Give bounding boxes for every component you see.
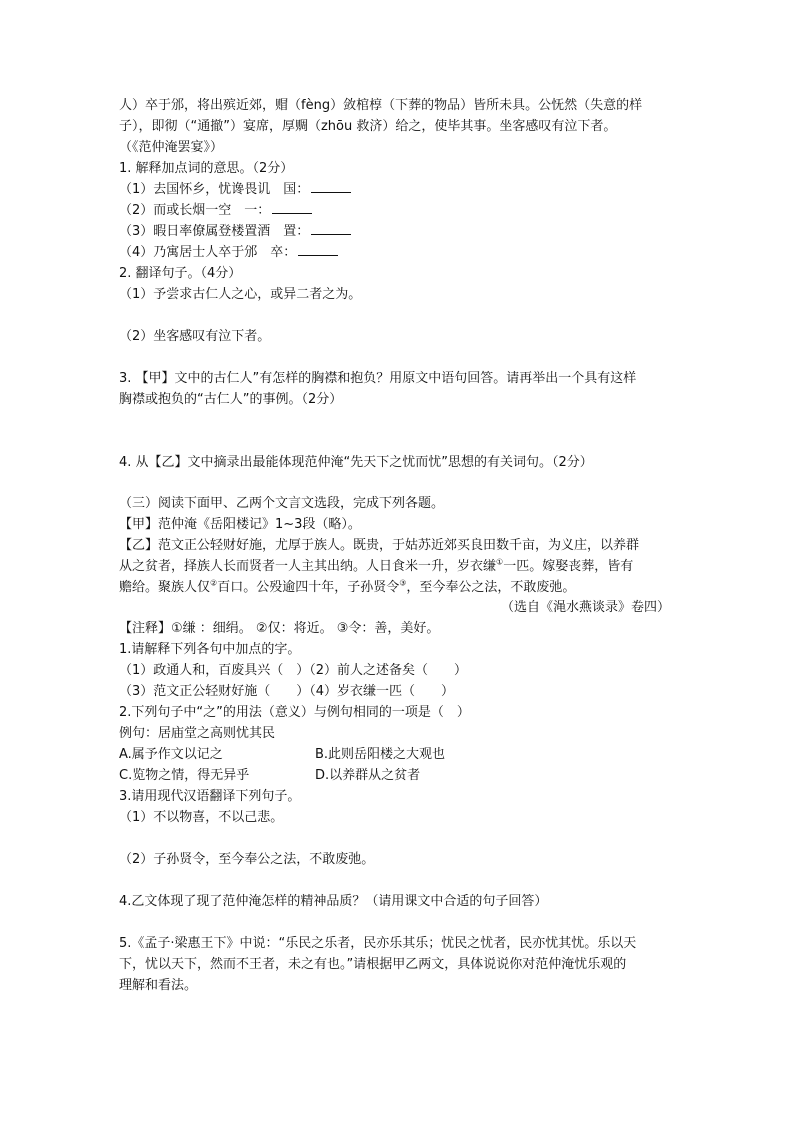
- question-title: 1.请解释下列各句中加点的字。: [119, 642, 301, 657]
- option-b[interactable]: B.此则岳阳楼之大观也: [315, 747, 446, 762]
- footnote-mark: ③: [399, 578, 407, 588]
- question-title: 2.下列句子中“之”的用法（意义）与例句相同的一项是（ ）: [119, 705, 470, 720]
- footnote-mark: ②: [210, 578, 218, 588]
- question-line: 胸襟或抱负的“古仁人”的事例。（2分）: [119, 392, 343, 407]
- option-c[interactable]: C.览物之情，得无异乎: [119, 768, 250, 783]
- option-d[interactable]: D.以养群从之贫者: [315, 768, 421, 783]
- question-title: 3.请用现代汉语翻译下列句子。: [119, 789, 301, 804]
- translation-sentence: （1）不以物喜，不以己悲。: [119, 810, 284, 825]
- translation-sentence: （2）坐客感叹有泣下者。: [119, 329, 271, 344]
- translation-sentence: （1）予尝求古仁人之心，或异二者之为。: [119, 287, 362, 302]
- text-source: （选自《渑水燕谈录》卷四）: [500, 600, 670, 615]
- answer-blank[interactable]: [311, 222, 351, 235]
- question-title: 2. 翻译句子。（4分）: [119, 266, 242, 281]
- question-line: 理解和看法。: [119, 978, 198, 993]
- translation-sentence: （2）子孙贤令，至今奉公之法，不敢废弛。: [119, 852, 375, 867]
- question-line: 5.《孟子·梁惠王下》中说：“乐民之乐者，民亦乐其乐；忧民之忧者，民亦忧其忧。乐以天: [119, 936, 637, 951]
- answer-blank[interactable]: [298, 243, 338, 256]
- question-line: 3. 【甲】文中的古仁人”有怎样的胸襟和抱负？用原文中语句回答。请再举出一个具有这样: [119, 371, 637, 386]
- question-item: （1）去国怀乡，忧谗畏讥 国：: [119, 180, 351, 200]
- text-yi-line: 赡给。聚族人仅②百口。公殁逾四十年，子孙贤令③，至今奉公之法，不敢废弛。: [119, 578, 576, 595]
- annotation-notes: 【注释】①缣 ：细绢。 ②仅：将近。 ③令：善，美好。: [119, 621, 440, 636]
- question-item: （2）而或长烟一空 一：: [119, 201, 312, 221]
- question-item: （3）范文正公轻财好施（ ）（4）岁衣缣一匹（ ）: [119, 684, 455, 699]
- answer-blank[interactable]: [272, 201, 312, 214]
- question-item: （1）政通人和，百废具兴（ ）（2）前人之述备矣（ ）: [119, 663, 468, 678]
- section-intro: （三）阅读下面甲、乙两个文言文选段，完成下列各题。: [119, 496, 445, 511]
- question-item: （4）乃寓居士人卒于邠 卒：: [119, 243, 338, 263]
- question-line: 4.乙文体现了现了范仲淹怎样的精神品质？（请用课文中合适的句子回答）: [119, 894, 548, 909]
- text-jia: 【甲】范仲淹《岳阳楼记》1~3段（略）。: [119, 517, 361, 532]
- question-title: 1. 解释加点词的意思。（2分）: [119, 161, 294, 176]
- text-yi-line: 【乙】范文正公轻财好施，尤厚于族人。既贵，于姑苏近郊买良田数千亩，为义庄，以养群: [119, 538, 640, 553]
- option-a[interactable]: A.属予作文以记之: [119, 747, 223, 762]
- passage-line: 子），即彻（“通撤”）宴席，厚赒（zhōu 救济）给之，使毕其事。坐客感叹有泣下者。: [119, 119, 617, 134]
- question-item: （3）暇日率僚属登楼置酒 置：: [119, 222, 351, 242]
- passage-source: （《范仲淹罢宴》）: [119, 140, 224, 155]
- text-yi-line: 从之贫者，择族人长而贤者一人主其出纳。人日食米一升，岁衣缣①一匹。嫁娶丧葬，皆有: [119, 557, 634, 574]
- answer-blank[interactable]: [311, 180, 351, 193]
- passage-line: 人）卒于邠，将出殡近郊，赗（fèng）敛棺椁（下葬的物品）皆所未具。公怃然（失意的样: [119, 98, 643, 113]
- example-sentence: 例句：居庙堂之高则忧其民: [119, 726, 276, 741]
- question-line: 下，忧以天下，然而不王者，未之有也。”请根据甲乙两文，具体说说你对范仲淹忧乐观的: [119, 957, 627, 972]
- footnote-mark: ①: [496, 557, 504, 567]
- question-line: 4. 从【乙】文中摘录出最能体现范仲淹“先天下之忧而忧”思想的有关词句。（2分）: [119, 455, 593, 470]
